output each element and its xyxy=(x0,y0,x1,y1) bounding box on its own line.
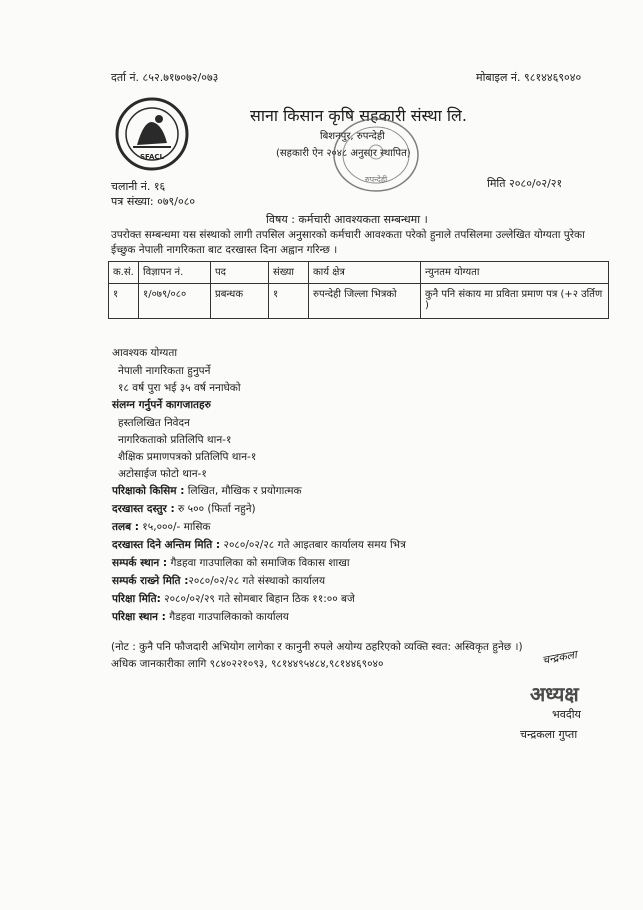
deadline-label: दरखास्त दिने अन्तिम मिति : xyxy=(112,539,221,551)
vacancy-table xyxy=(108,261,609,319)
table-header-row xyxy=(109,262,609,284)
exam-type xyxy=(112,484,302,498)
organization-approval: (सहकारी ऐन २०४८ अनुसार स्थापित) xyxy=(276,148,411,159)
deadline xyxy=(112,538,406,552)
document-item: शैक्षिक प्रमाणपत्रको प्रतिलिपि थान-१ xyxy=(118,451,257,463)
requirement-item: नेपाली नागरिकता हुनुपर्ने xyxy=(118,365,211,377)
salary xyxy=(112,520,211,534)
contact-date xyxy=(112,574,325,588)
letter-date: मिति २०८०/०२/२१ xyxy=(487,177,563,190)
contact-place-label: सम्पर्क स्थान : xyxy=(112,557,168,569)
table-row xyxy=(109,284,609,319)
exam-place xyxy=(112,610,289,624)
chalani-number: चलानी नं. १६ xyxy=(111,180,166,193)
salary-label: तलब : xyxy=(112,521,139,533)
table-cell: १ xyxy=(109,284,139,319)
organization-place: बिशनपुर, रुपन्देही xyxy=(320,131,385,142)
table-cell: कुनै पनि संकाय मा प्रविता प्रमाण पत्र (+२ उर्तिण ) xyxy=(421,284,609,319)
table-header-cell: विज्ञापन नं. xyxy=(139,262,211,284)
contact-date-label: सम्पर्क राख्ने मिति : xyxy=(112,575,189,587)
document-item: हस्तलिखित निवेदन xyxy=(118,417,190,429)
exam-place-value: गैडहवा गाउपालिकाको कार्यालय xyxy=(165,611,289,623)
seal-text: रुपन्देही xyxy=(364,175,388,184)
contact-date-value: २०८०/०२/२८ गते संस्थाको कार्यालय xyxy=(188,575,326,587)
table-header-cell: पद xyxy=(211,262,269,284)
requirements-heading: आवश्यक योग्यता xyxy=(112,347,178,359)
table-header-cell: न्युनतम योग्यता xyxy=(421,262,609,284)
documents-heading: संलग्न गर्नुपर्ने कागजातहरु xyxy=(112,399,211,411)
closing-text: भवदीय xyxy=(552,708,581,721)
table-cell: प्रबन्धक xyxy=(211,284,269,319)
letter-number: पत्र संख्या: ०७९/०८० xyxy=(111,195,196,208)
organization-name: साना किसान कृषि सहकारी संस्था लि. xyxy=(250,106,467,125)
deadline-value: २०८०/०२/२८ गते आइतबार कार्यालय समय भित्र xyxy=(220,539,406,551)
table-cell: १ xyxy=(269,284,309,319)
designation-stamp: अध्यक्ष xyxy=(530,682,579,706)
table-header-cell: क.सं. xyxy=(109,262,139,284)
note-line: (नोट : कुनै पनि फौजदारी अभियोग लागेका र कानुनी रुपले अयोग्य ठहरिएको व्यक्ति स्वत: अस्विकृत हुनेछ ।) xyxy=(111,641,523,653)
table-header-cell: संख्या xyxy=(269,262,309,284)
salary-value: १५,०००/- मासिक xyxy=(138,521,211,533)
signature-scribble: चन्द्रकला xyxy=(541,648,578,667)
table-header-cell: कार्य क्षेत्र xyxy=(309,262,421,284)
contact-place-value: गैडहवा गाउपालिका को समाजिक विकास शाखा xyxy=(167,557,350,569)
contact-place xyxy=(112,556,350,570)
logo-text: SFACL xyxy=(139,153,165,161)
fee-value: रु ५०० (फिर्ता नहुने) xyxy=(174,503,256,515)
contact-info-line: अधिक जानकारीका लागि ९८४०२२१०९३, ९८१४४९५४८४,९८१४४६९०४० xyxy=(111,658,384,670)
document-item: नागरिकताको प्रतिलिपि थान-१ xyxy=(118,434,232,446)
mobile-number: मोबाइल नं. ९८१४४६९०४० xyxy=(476,71,582,84)
exam-date-value: २०८०/०२/२९ गते सोमबार बिहान ठिक ११:०० बजे xyxy=(160,593,355,605)
requirement-item: १८ वर्ष पुरा भई ३५ वर्ष ननाघेको xyxy=(118,382,241,394)
table-cell: १/०७९/०८० xyxy=(139,284,211,319)
signatory-name: चन्द्रकला गुप्ता xyxy=(520,728,578,741)
exam-date xyxy=(112,592,355,606)
registration-number: दर्ता नं. ८५२.७१७०७२/०७३ xyxy=(111,71,219,84)
exam-place-label: परिक्षा स्थान : xyxy=(112,611,166,623)
official-seal xyxy=(326,116,426,194)
fee-label: दरखास्त दस्तुर : xyxy=(112,503,175,515)
exam-type-label: परिक्षाको किसिम : xyxy=(112,485,185,497)
table-cell: रुपन्देही जिल्ला भित्रको xyxy=(309,284,421,319)
document-item: अटोसाईज फोटो थान-१ xyxy=(118,468,207,480)
cooperative-logo xyxy=(115,97,189,171)
exam-date-label: परिक्षा मिति: xyxy=(112,593,161,605)
application-fee xyxy=(112,502,256,516)
intro-paragraph: उपरोक्त सम्बन्धमा यस संस्थाको लागी तपसिल अनुसारको कर्मचारी आवश्कता परेको हुनाले तपसिलमा उल्लेखित योग्यता पुरेका ईच्छुक नेपाली नागरिकता बाट दरखास्त दिना अह्वान गरिन्छ । xyxy=(111,229,585,256)
subject-line: विषय : कर्मचारी आवश्यकता सम्बन्धमा । xyxy=(266,213,428,226)
exam-type-value: लिखित, मौखिक र प्रयोगात्मक xyxy=(184,485,302,497)
